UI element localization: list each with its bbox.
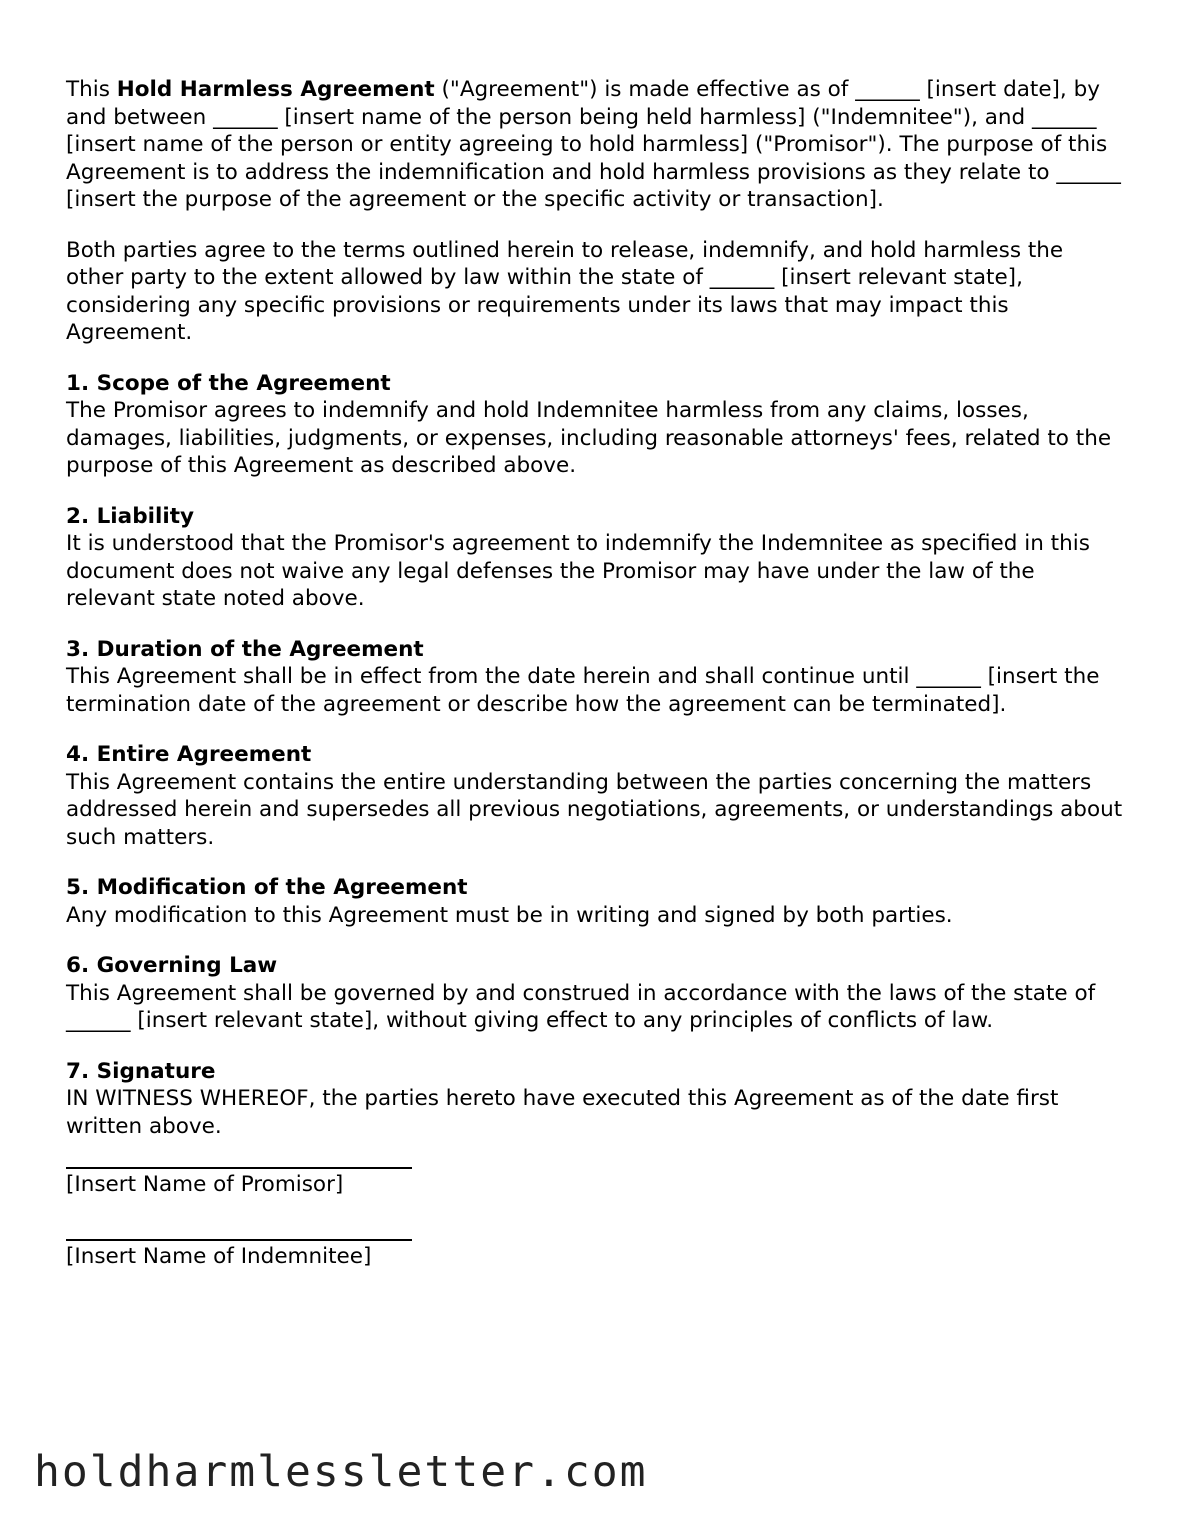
section-heading: 7. Signature (66, 1058, 216, 1084)
section-body: The Promisor agrees to indemnify and hold Indemnitee harmless from any claims, losses, damages, liabilities, judgments, or expenses, including reasonable attorneys' fees, related to the purpose of this Agreement as described above. (66, 398, 1112, 478)
section-duration (66, 636, 1126, 719)
section-heading: 2. Liability (66, 503, 194, 529)
section-body: This Agreement contains the entire understanding between the parties concerning the matters addressed herein and supersedes all previous negotiations, agreements, or understandings about such matters. (66, 769, 1123, 850)
promisor-signature (66, 1167, 1126, 1199)
section-heading: 5. Modification of the Agreement (66, 875, 468, 900)
section-body: This Agreement shall be governed by and construed in accordance with the laws of the state of ______ [insert relevant state], without giving effect to any principles of conflicts of law. (66, 980, 1096, 1033)
both-parties-paragraph: Both parties agree to the terms outlined herein to release, indemnify, and hold harmless the other party to the extent allowed by law within the state of ______ [insert relevant state], considering any specific provisions or requirements under its laws that may impact this Agreement. (66, 237, 1064, 345)
section-heading: 4. Entire Agreement (66, 742, 312, 767)
signature-block (66, 1167, 1126, 1270)
section-liability (66, 503, 1126, 613)
promisor-name-placeholder: [Insert Name of Promisor] (66, 1172, 344, 1197)
section-heading: 1. Scope of the Agreement (66, 370, 391, 396)
intro-prefix: This (66, 77, 117, 102)
section-signature (66, 1058, 1126, 1141)
section-body: Any modification to this Agreement must be in writing and signed by both parties. (66, 902, 953, 928)
section-governing-law (66, 952, 1126, 1035)
indemnitee-signature (66, 1239, 1126, 1271)
section-modification (66, 874, 1126, 929)
signature-line (66, 1167, 412, 1169)
agreement-title: Hold Harmless Agreement (116, 77, 435, 102)
section-body: This Agreement shall be in effect from the date herein and shall continue until ______ [insert the termination date of the agreement or describe how the agreement can be terminated]. (66, 664, 1100, 717)
section-body: It is understood that the Promisor's agreement to indemnify the Indemnitee as specified in this document does not waive any legal defenses the Promisor may have under the law of the relevant state noted above. (66, 531, 1090, 611)
section-heading: 6. Governing Law (66, 953, 278, 978)
document-page (66, 76, 1126, 1310)
signature-line (66, 1239, 412, 1241)
intro-paragraph (66, 76, 1126, 214)
section-body: IN WITNESS WHEREOF, the parties hereto have executed this Agreement as of the date first written above. (66, 1086, 1059, 1139)
intro-text: ("Agreement") is made effective as of ______ [insert date], by and between ______ [insert name of the person being held harmless] ("Indemnitee"), and ______ [insert name of the person or entity agreeing to hold harmless] ("Promisor"). The purpose of this Agreement is to address the indemnification and hold harmless provisions as they relate to ______ [insert the purpose of the agreement or the specific activity or transaction]. (66, 77, 1121, 212)
indemnitee-name-placeholder: [Insert Name of Indemnitee] (66, 1243, 372, 1269)
section-heading: 3. Duration of the Agreement (66, 636, 424, 662)
section-entire-agreement (66, 741, 1126, 851)
site-watermark: holdharmlessletter.com (34, 1447, 648, 1497)
section-scope (66, 370, 1126, 480)
